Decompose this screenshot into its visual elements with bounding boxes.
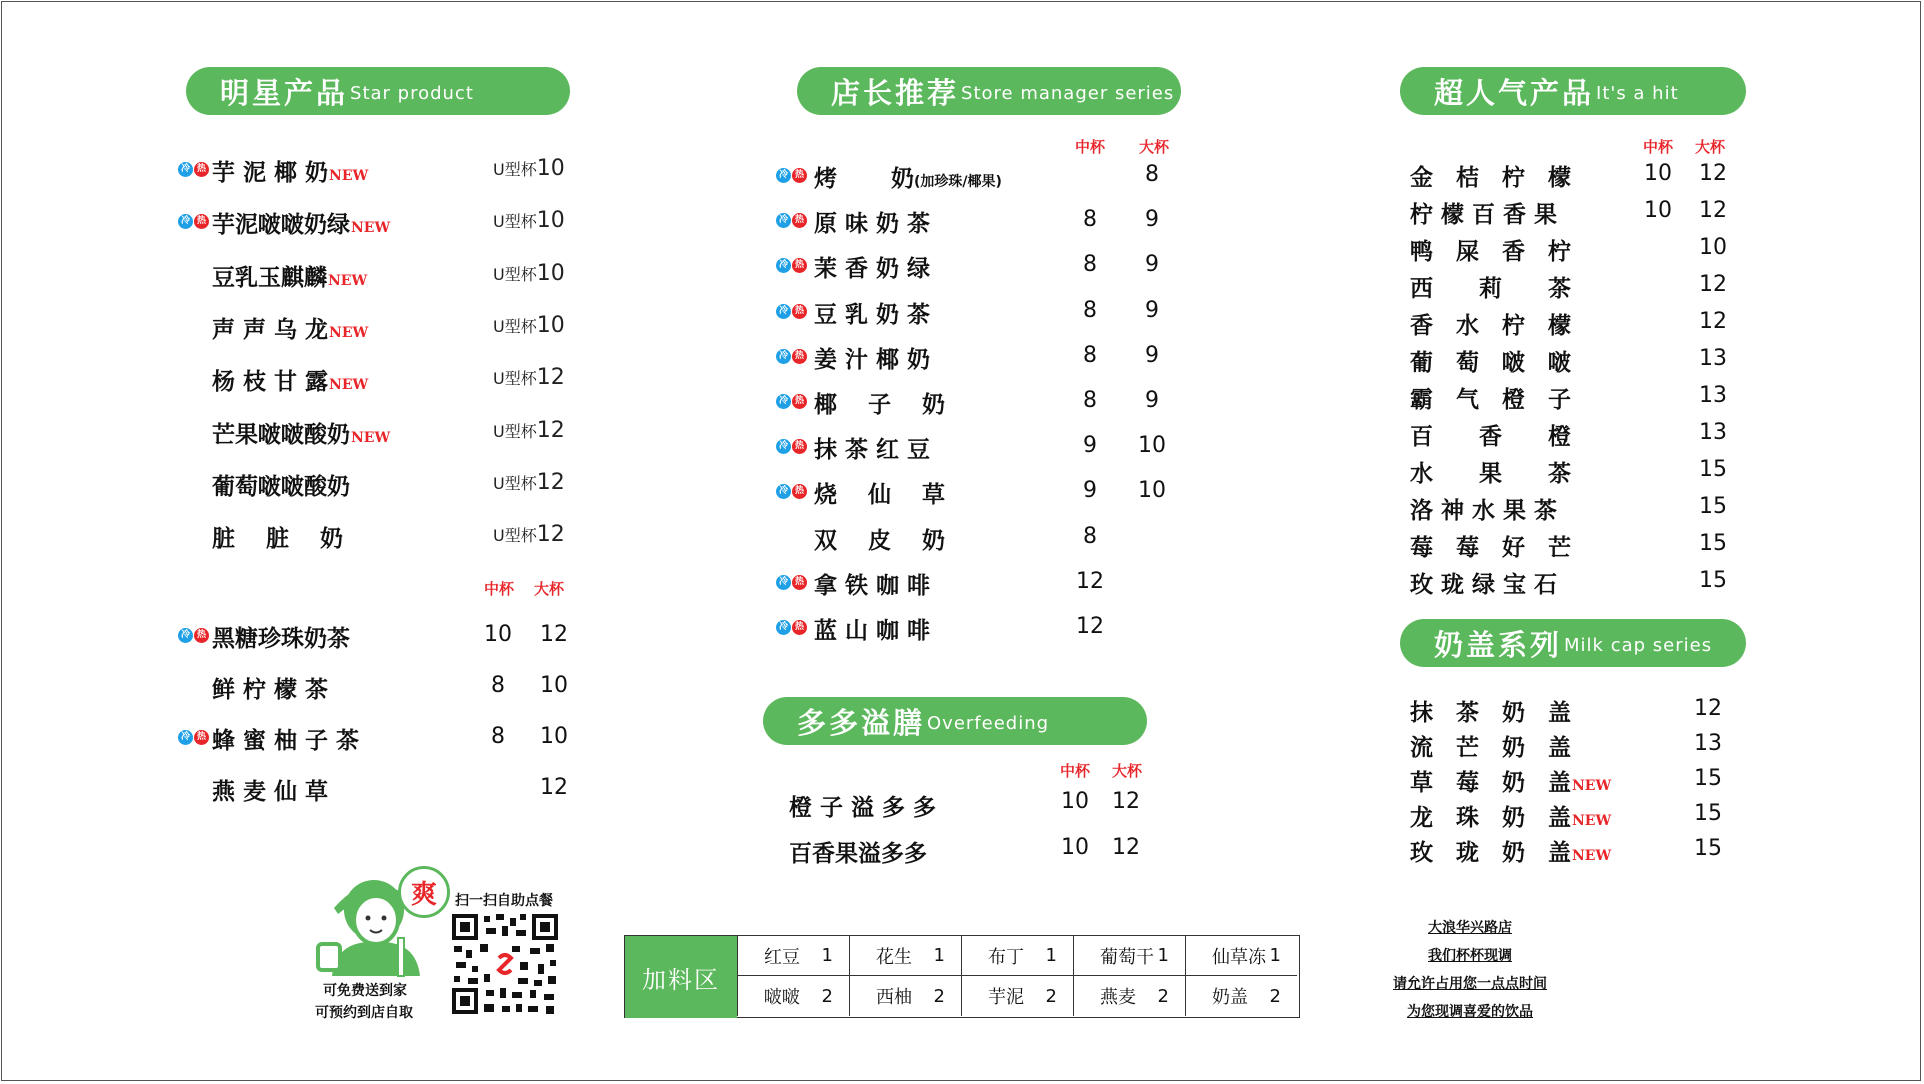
topping-price: 1 xyxy=(1045,945,1057,966)
topping-cell[interactable] xyxy=(1073,976,1185,1016)
topping-cell[interactable] xyxy=(849,976,961,1016)
price-large: 15 xyxy=(1699,568,1727,593)
topping-cell[interactable] xyxy=(961,936,1073,976)
item-name-text: 豆乳玉麒麟 xyxy=(212,264,327,291)
cold-badge-icon: 冷 xyxy=(776,349,791,364)
item-name xyxy=(814,612,930,645)
item-name-text: 芒果啵啵酸奶 xyxy=(212,421,350,448)
price-value: 13 xyxy=(1694,731,1722,756)
topping-price: 1 xyxy=(821,945,833,966)
price-mid: 10 xyxy=(1061,789,1089,814)
topping-cell[interactable] xyxy=(1185,936,1297,976)
topping-name: 仙草冻 xyxy=(1212,946,1266,968)
manager-header-large: 大杯 xyxy=(1139,138,1170,156)
new-badge: NEW xyxy=(329,377,369,394)
new-badge: NEW xyxy=(351,220,391,237)
new-badge: NEW xyxy=(1572,813,1612,829)
cold-badge-icon: 冷 xyxy=(776,439,791,454)
item-name xyxy=(1410,196,1557,229)
cold-badge-icon: 冷 xyxy=(776,620,791,635)
menu-item-row[interactable] xyxy=(0,527,1920,563)
item-name-text: 抹 茶 奶 盖 xyxy=(1410,700,1571,726)
hit-title-cn: 超人气产品 xyxy=(1434,75,1595,110)
store-info-line: 请允许占用您一点点时间 xyxy=(1393,976,1547,992)
item-name-text: 脏 脏 奶 xyxy=(212,526,344,553)
item-name-text: 葡萄啵啵酸奶 xyxy=(212,473,350,500)
topping-cell[interactable] xyxy=(961,976,1073,1016)
cup-prefix: U型杯 xyxy=(493,264,537,284)
toppings-grid xyxy=(737,936,1297,1016)
overfeeding-title-cn: 多多溢膳 xyxy=(797,705,926,740)
price-value: 12 xyxy=(536,469,565,495)
price-large: 10 xyxy=(540,724,568,749)
price-large: 9 xyxy=(1145,342,1159,368)
topping-name: 啵啵 xyxy=(764,987,800,1008)
item-name-text: 双 皮 奶 xyxy=(814,527,946,554)
price-value: 10 xyxy=(536,260,565,286)
item-name-text: 水 果 茶 xyxy=(1410,461,1571,487)
cold-badge-icon: 冷 xyxy=(776,258,791,273)
star-title-cn: 明星产品 xyxy=(220,75,349,110)
brand-logo: 爽 xyxy=(398,866,450,918)
price-mid: 8 xyxy=(1083,252,1097,278)
price-large: 12 xyxy=(1699,161,1727,186)
price-large: 9 xyxy=(1145,207,1159,233)
milkcap-banner xyxy=(1400,619,1746,667)
price-mid: 8 xyxy=(1083,297,1097,323)
item-note: (加珍珠/椰果) xyxy=(914,174,1002,190)
topping-name: 花生 xyxy=(876,946,912,968)
item-name-text: 原 味 奶 茶 xyxy=(814,211,931,238)
cup-prefix: U型杯 xyxy=(493,212,537,232)
price-large: 15 xyxy=(1699,494,1727,519)
overfeeding-title-en: Overfeeding xyxy=(927,712,1050,734)
price-large: 12 xyxy=(540,622,568,647)
item-name-text: 玫 珑 绿 宝 石 xyxy=(1410,572,1558,598)
qr-scan-text: 扫一扫自助点餐 xyxy=(455,893,553,909)
cup-prefix: U型杯 xyxy=(493,369,537,389)
hit-banner xyxy=(1400,67,1746,115)
item-name-text: 柠 檬 百 香 果 xyxy=(1410,202,1558,228)
new-badge: NEW xyxy=(1572,778,1612,794)
menu-item-row[interactable] xyxy=(0,305,1920,341)
item-name-text: 芋 泥 椰 奶 xyxy=(212,160,329,186)
topping-name: 布丁 xyxy=(988,946,1024,968)
menu-item-row[interactable] xyxy=(0,157,1920,193)
topping-price: 1 xyxy=(933,945,945,966)
price-value: 15 xyxy=(1694,836,1722,861)
price-value: 15 xyxy=(1694,801,1722,826)
price-mid: 8 xyxy=(491,724,505,749)
price-mid: 8 xyxy=(1083,388,1097,413)
item-name-text: 草 莓 奶 盖 xyxy=(1410,770,1571,796)
store-info-line: 大浪华兴路店 xyxy=(1428,920,1512,936)
cup-prefix: U型杯 xyxy=(493,526,537,546)
price-large: 10 xyxy=(1699,235,1727,260)
item-name-text: 香 水 柠 檬 xyxy=(1410,313,1571,339)
topping-price: 1 xyxy=(1157,945,1169,966)
cold-badge-icon: 冷 xyxy=(776,394,791,409)
price-large: 13 xyxy=(1699,383,1727,408)
toppings-label: 加料区 xyxy=(625,936,737,1018)
manager-header-mid: 中杯 xyxy=(1075,138,1106,156)
cup-prefix: U型杯 xyxy=(493,473,537,493)
store-info-line: 为您现调喜爱的饮品 xyxy=(1407,1004,1533,1020)
price-large: 10 xyxy=(540,673,568,698)
hot-badge-icon: 热 xyxy=(792,394,807,409)
price-large: 9 xyxy=(1145,252,1159,278)
menu-item-row[interactable] xyxy=(0,490,1920,526)
overfeeding-header-mid: 中杯 xyxy=(1060,762,1091,780)
item-name-text: 芋泥啵啵奶绿 xyxy=(212,212,350,239)
item-name xyxy=(1410,418,1571,451)
menu-item-row[interactable] xyxy=(0,231,1920,267)
topping-name: 芋泥 xyxy=(988,987,1024,1008)
price-mid: 9 xyxy=(1083,478,1097,504)
price-large: 13 xyxy=(1699,420,1727,445)
item-name-text: 玫 珑 奶 盖 xyxy=(1410,840,1571,866)
hot-badge-icon: 热 xyxy=(194,628,209,643)
topping-name: 红豆 xyxy=(764,946,800,968)
manager-title-en: Store manager series xyxy=(961,82,1175,104)
menu-item-row[interactable] xyxy=(0,727,1920,761)
manager-banner xyxy=(797,67,1181,115)
item-name-text: 蜂 蜜 柚 子 茶 xyxy=(212,728,360,754)
price-value: 15 xyxy=(1694,766,1722,791)
item-name-text: 流 芒 奶 盖 xyxy=(1410,735,1571,761)
item-name-text: 鸭 屎 香 柠 xyxy=(1410,239,1571,265)
price-large: 9 xyxy=(1145,388,1159,413)
item-name xyxy=(1410,159,1571,192)
item-name xyxy=(1410,529,1571,562)
temp-badges xyxy=(776,620,807,635)
hit-header-large: 大杯 xyxy=(1695,138,1726,156)
hot-badge-icon: 热 xyxy=(792,349,807,364)
item-name-text: 百 香 橙 xyxy=(1410,424,1571,450)
store-info xyxy=(1340,914,1600,1026)
price-mid: 10 xyxy=(1644,198,1672,223)
price-value: 12 xyxy=(536,522,565,548)
topping-cell[interactable] xyxy=(737,976,849,1016)
price-large: 10 xyxy=(1138,433,1166,459)
item-name xyxy=(1410,729,1571,762)
price-mid: 12 xyxy=(1076,568,1104,594)
cold-badge-icon: 冷 xyxy=(178,628,193,643)
item-name-text: 橙 子 溢 多 多 xyxy=(789,795,937,821)
price-large: 10 xyxy=(1138,478,1166,504)
price-mid: 8 xyxy=(1083,342,1097,368)
price-large: 12 xyxy=(1112,789,1140,814)
price-large: 13 xyxy=(1699,346,1727,371)
item-name-text: 蓝 山 咖 啡 xyxy=(814,618,931,644)
menu-item-row[interactable] xyxy=(0,194,1920,233)
item-name xyxy=(1410,307,1571,340)
cold-badge-icon: 冷 xyxy=(178,162,193,177)
cold-badge-icon: 冷 xyxy=(776,304,791,319)
hot-badge-icon: 热 xyxy=(792,168,807,183)
hot-badge-icon: 热 xyxy=(194,730,209,745)
item-name-text: 金 桔 柠 檬 xyxy=(1410,165,1571,191)
hit-title-en: It's a hit xyxy=(1596,82,1679,104)
cold-badge-icon: 冷 xyxy=(776,575,791,590)
menu-item-row[interactable] xyxy=(0,416,1920,452)
cup-prefix: U型杯 xyxy=(493,160,537,179)
topping-cell[interactable] xyxy=(1073,936,1185,976)
price-large: 9 xyxy=(1145,297,1159,323)
item-name xyxy=(1410,764,1611,797)
item-name-text: 黑糖珍珠奶茶 xyxy=(212,626,350,652)
milkcap-title-cn: 奶盖系列 xyxy=(1434,627,1563,662)
hot-badge-icon: 热 xyxy=(792,258,807,273)
cold-badge-icon: 冷 xyxy=(776,168,791,183)
item-name-text: 龙 珠 奶 盖 xyxy=(1410,805,1571,831)
price-large: 8 xyxy=(1145,162,1159,187)
hot-badge-icon: 热 xyxy=(792,575,807,590)
delivery-line-1: 可免费送到家 xyxy=(323,983,407,999)
price-mid: 10 xyxy=(1061,835,1089,860)
item-name xyxy=(1410,270,1571,303)
hot-badge-icon: 热 xyxy=(792,620,807,635)
new-badge: NEW xyxy=(1572,848,1612,864)
item-name-text: 杨 枝 甘 露 xyxy=(212,369,329,396)
star-product-banner xyxy=(186,67,570,115)
new-badge: NEW xyxy=(329,324,369,341)
toppings-table xyxy=(624,935,1300,1018)
item-name xyxy=(1410,381,1571,414)
item-name-text: 鲜 柠 檬 茶 xyxy=(212,677,329,703)
hot-badge-icon: 热 xyxy=(792,439,807,454)
topping-name: 葡萄干 xyxy=(1100,946,1154,968)
item-name-text: 莓 莓 好 芒 xyxy=(1410,535,1571,561)
delivery-line-2: 可预约到店自取 xyxy=(315,1005,413,1021)
topping-cell[interactable] xyxy=(1185,976,1297,1016)
cold-badge-icon: 冷 xyxy=(178,214,193,229)
item-name xyxy=(1410,694,1571,727)
menu-item-row[interactable] xyxy=(0,832,1920,866)
hot-badge-icon: 热 xyxy=(792,484,807,499)
menu-item-row[interactable] xyxy=(0,564,1920,600)
menu-item-row[interactable] xyxy=(0,268,1920,304)
price-mid: 10 xyxy=(484,622,512,647)
star-title-en: Star product xyxy=(350,82,474,104)
price-value: 12 xyxy=(536,365,565,391)
item-name-text: 姜 汁 椰 奶 xyxy=(814,346,931,373)
menu-item-row[interactable] xyxy=(0,797,1920,831)
item-name xyxy=(1410,834,1611,867)
cup-prefix: U型杯 xyxy=(493,316,537,336)
item-name xyxy=(1410,233,1571,266)
price-mid: 8 xyxy=(1083,207,1097,233)
new-badge: NEW xyxy=(329,168,369,184)
price-large: 12 xyxy=(1699,309,1727,334)
star-header-large: 大杯 xyxy=(534,580,565,598)
topping-price: 2 xyxy=(1045,985,1057,1007)
item-name-text: 豆 乳 奶 茶 xyxy=(814,301,931,328)
hit-header-mid: 中杯 xyxy=(1643,138,1674,156)
item-name-text: 西 莉 茶 xyxy=(1410,276,1571,302)
cold-badge-icon: 冷 xyxy=(776,213,791,228)
item-name-text: 燕 麦 仙 草 xyxy=(212,779,329,805)
price-large: 12 xyxy=(1112,835,1140,860)
price-mid: 9 xyxy=(1083,433,1097,459)
item-name-text: 烧 仙 草 xyxy=(814,482,946,509)
item-name-text: 霸 气 橙 子 xyxy=(1410,387,1571,413)
cup-prefix: U型杯 xyxy=(493,421,537,441)
price-large: 12 xyxy=(1699,272,1727,297)
hot-badge-icon: 热 xyxy=(792,213,807,228)
topping-price: 2 xyxy=(1269,985,1281,1007)
price-large: 15 xyxy=(1699,531,1727,556)
overfeeding-header-large: 大杯 xyxy=(1112,762,1143,780)
hot-badge-icon: 热 xyxy=(194,162,209,177)
price-large: 12 xyxy=(540,775,568,800)
item-name-text: 百香果溢多多 xyxy=(789,841,927,867)
hot-badge-icon: 热 xyxy=(194,214,209,229)
cold-badge-icon: 冷 xyxy=(776,484,791,499)
hot-badge-icon: 热 xyxy=(792,304,807,319)
item-name-text: 葡 萄 啵 啵 xyxy=(1410,350,1571,376)
item-name-text: 洛 神 水 果 茶 xyxy=(1410,498,1558,524)
price-value: 10 xyxy=(536,312,565,338)
topping-name: 西柚 xyxy=(876,987,912,1008)
topping-cell[interactable] xyxy=(849,936,961,976)
topping-cell[interactable] xyxy=(737,936,849,976)
topping-name: 燕麦 xyxy=(1100,987,1136,1008)
menu-item-row[interactable] xyxy=(0,379,1920,415)
item-name-text: 椰 子 奶 xyxy=(814,392,946,418)
item-name-text: 声 声 乌 龙 xyxy=(212,316,329,343)
price-value: 10 xyxy=(536,156,565,181)
item-name-text: 烤 奶 xyxy=(814,166,915,192)
item-name-text: 抹 茶 红 豆 xyxy=(814,437,931,464)
item-name xyxy=(1410,492,1557,525)
new-badge: NEW xyxy=(351,429,391,446)
menu-item-row[interactable] xyxy=(0,453,1920,489)
price-large: 15 xyxy=(1699,457,1727,482)
item-name xyxy=(1410,799,1611,832)
new-badge: NEW xyxy=(328,272,368,289)
price-mid: 8 xyxy=(491,673,505,698)
price-value: 12 xyxy=(536,417,565,443)
price-large: 12 xyxy=(1699,198,1727,223)
cold-badge-icon: 冷 xyxy=(178,730,193,745)
price-mid: 10 xyxy=(1644,161,1672,186)
qr-code[interactable] xyxy=(450,912,560,1016)
topping-price: 2 xyxy=(933,985,945,1007)
topping-price: 2 xyxy=(1157,985,1169,1007)
price-mid: 8 xyxy=(1083,523,1097,549)
item-name xyxy=(1410,344,1571,377)
topping-price: 1 xyxy=(1269,945,1281,966)
topping-price: 2 xyxy=(821,985,833,1007)
item-name xyxy=(1410,455,1571,488)
item-name xyxy=(1410,566,1557,599)
menu-item-row[interactable] xyxy=(0,342,1920,378)
store-info-line: 我们杯杯现调 xyxy=(1428,948,1512,964)
milkcap-title-en: Milk cap series xyxy=(1564,634,1713,656)
price-value: 12 xyxy=(1694,696,1722,721)
menu-item-row[interactable] xyxy=(0,692,1920,726)
manager-title-cn: 店长推荐 xyxy=(831,75,960,110)
item-name-text: 茉 香 奶 绿 xyxy=(814,256,931,283)
topping-name: 奶盖 xyxy=(1212,987,1248,1008)
menu-item-row[interactable] xyxy=(0,762,1920,796)
price-mid: 12 xyxy=(1076,614,1104,639)
item-name-text: 拿 铁 咖 啡 xyxy=(814,572,931,599)
star-header-mid: 中杯 xyxy=(484,580,515,598)
price-value: 10 xyxy=(536,208,565,234)
